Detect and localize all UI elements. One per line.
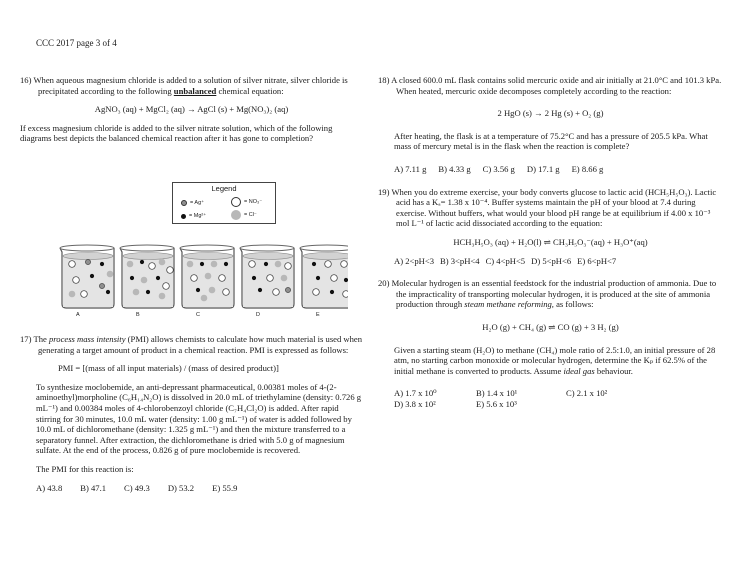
page-header: CCC 2017 page 3 of 4 [36, 38, 117, 48]
q18-option-b[interactable]: B) 4.33 g [438, 163, 471, 174]
beaker-b-rim [120, 245, 174, 251]
q20-option-d[interactable]: D) 3.8 x 10² [394, 398, 436, 409]
q20-option-b[interactable]: B) 1.4 x 10¹ [476, 388, 518, 399]
beaker-b-cl-ion-11 [159, 293, 166, 300]
beaker-c-no3-ion-4 [191, 275, 198, 282]
q18-question: After heating, the flask is at a temperature of 75.2°C and has a pressure of 205.5 kPa. What mass of mercury metal is in the flask when the reaction is complete? [394, 130, 708, 152]
beaker-c-mg-ion-3 [224, 262, 228, 266]
beaker-label-b: B [136, 312, 140, 318]
beaker-e-no3-ion-2 [341, 261, 348, 268]
beaker-b-surface [123, 253, 173, 260]
q17-block [20, 334, 363, 493]
beakers-svg [58, 234, 348, 320]
beaker-b-no3-ion-8 [163, 283, 170, 290]
q20-option-e[interactable]: E) 5.6 x 10³ [476, 398, 517, 409]
beaker-c-cl-ion-5 [205, 273, 212, 280]
q20-options [378, 388, 723, 409]
beaker-a-mg-ion-9 [106, 290, 110, 294]
beaker-c-mg-ion-7 [196, 288, 200, 292]
beaker-d-ag-ion-9 [285, 287, 290, 292]
q16-question: If excess magnesium chloride is added to the silver nitrate solution, which of the following diagrams best depicts the balanced chemical reaction after it has gone to completion? [20, 122, 333, 144]
beaker-a-no3-ion-7 [81, 291, 88, 298]
beaker-c-cl-ion-0 [187, 261, 194, 268]
q20-equation: H₂O (g) + CH₄ (g) ⇌ CO (g) + 3 H₂ (g) [482, 321, 619, 332]
beaker-a-rim [60, 245, 114, 251]
beaker-d-cl-ion-6 [281, 275, 288, 282]
beaker-a-cl-ion-3 [107, 271, 114, 278]
legend-ag: = Ag⁺ [181, 198, 204, 209]
beaker-c-cl-ion-10 [201, 295, 208, 302]
q17-formula: PMI = [(mass of all input materials) / (mass of desired product)] [58, 363, 279, 374]
ag-ion-icon [181, 200, 187, 206]
q18-text: 18) A closed 600.0 mL flask contains solid mercuric oxide and air initially at 21.0°C and 101.3 kPa. When heated, mercuric oxide decomposes completely according to the reaction: [378, 75, 722, 96]
beaker-e-no3-ion-1 [325, 261, 332, 268]
beaker-a-mg-ion-2 [100, 262, 104, 266]
legend-cl: = Cl⁻ [231, 210, 257, 221]
beaker-c-no3-ion-6 [219, 275, 226, 282]
q19-option-c[interactable]: C) 4<pH<5 [485, 255, 526, 266]
mg-ion-icon [181, 214, 186, 219]
q20-option-c[interactable]: C) 2.1 x 10² [566, 388, 608, 399]
q19-equation: HCH₃H₅O₃ (aq) + H₂O(l) ⇌ CH₃H₅O₃⁻(aq) + H₃O⁺(aq) [453, 236, 648, 247]
beaker-d-no3-ion-8 [273, 289, 280, 296]
beaker-c-cl-ion-2 [211, 261, 218, 268]
q20-text: 20) Molecular hydrogen is an essential feedstock for the industrial production of ammonia. Due to the impracticality of transporting molecular hydrogen, it is produced at the site of ammonia production through steam methane reforming, as follows: [378, 278, 717, 310]
beaker-label-e: E [316, 312, 320, 318]
beaker-b-cl-ion-3 [159, 259, 166, 266]
q16-intro: 16) When aqueous magnesium chloride is added to a solution of silver nitrate, silver chloride is precipitated according to the following unbalanced chemical equation: [20, 75, 348, 96]
q20-option-a[interactable]: A) 1.7 x 10⁰ [394, 388, 437, 399]
beaker-b-mg-ion-10 [146, 290, 150, 294]
beaker-d-mg-ion-1 [264, 262, 268, 266]
beaker-d-no3-ion-5 [267, 275, 274, 282]
q17-option-b[interactable]: B) 47.1 [80, 482, 107, 493]
q19-options [378, 256, 723, 267]
beaker-label-c: C [196, 312, 200, 318]
beaker-d-rim [240, 245, 294, 251]
left-column [20, 75, 363, 144]
q18-options [378, 164, 723, 175]
beaker-b-mg-ion-1 [140, 260, 144, 264]
right-column [378, 75, 723, 409]
beaker-e-rim [300, 245, 348, 251]
beaker-c-surface [183, 253, 233, 260]
beaker-b-no3-ion-4 [167, 267, 174, 274]
q19-text: 19) When you do extreme exercise, your body converts glucose to lactic acid (HCH₅H₅O₃). Lactic acid has a Kₐ= 1.38 x 10⁻⁴. Buffer systems maintain the pH of your blood at 7.4 during exercise. Without buffers, what would your blood pH range be at equilibrium if 4.00 x 10⁻³ mol L⁻¹ of lactic acid dissociated according to the equation: [378, 186, 717, 229]
q17-option-e[interactable]: E) 55.9 [212, 482, 238, 493]
beaker-b-cl-ion-0 [127, 261, 134, 268]
beaker-a-surface [63, 253, 113, 260]
beaker-e-surface [303, 253, 348, 260]
beaker-e-no3-ion-4 [331, 275, 338, 282]
beaker-a-ag-ion-1 [85, 259, 90, 264]
legend-mg: = Mg²⁺ [181, 211, 206, 222]
beaker-label-d: D [256, 312, 260, 318]
beaker-label-a: A [76, 312, 80, 318]
q17-option-d[interactable]: D) 53.2 [167, 482, 195, 493]
q19-option-e[interactable]: E) 6<pH<7 [577, 255, 617, 266]
beaker-b-cl-ion-6 [141, 277, 148, 284]
q19-option-b[interactable]: B) 3<pH<4 [440, 255, 480, 266]
beaker-b-no3-ion-2 [149, 263, 156, 270]
q17-intro: 17) The process mass intensity (PMI) allows chemists to calculate how much material is used when generating a target amount of product in a chemical reaction. PMI is expressed as follows: [20, 334, 363, 355]
beaker-diagrams [58, 234, 348, 320]
legend-box [172, 182, 276, 224]
q16-equation: AgNO₃ (aq) + MgCl₂ (aq) → AgCl (s) + Mg(NO₃)₂ (aq) [94, 104, 289, 115]
beaker-a-cl-ion-8 [69, 291, 76, 298]
beaker-d-no3-ion-3 [285, 263, 292, 270]
q17-option-a[interactable]: A) 43.8 [36, 482, 63, 493]
beaker-a-no3-ion-4 [73, 277, 80, 284]
q18-option-a[interactable]: A) 7.11 g [394, 163, 427, 174]
beaker-c-no3-ion-9 [223, 289, 230, 296]
q19-option-a[interactable]: A) 2<pH<3 [394, 255, 435, 266]
beaker-d-no3-ion-0 [249, 261, 256, 268]
q18-option-d[interactable]: D) 17.1 g [526, 163, 560, 174]
beaker-d-surface [243, 253, 293, 260]
beaker-e-no3-ion-8 [343, 291, 348, 298]
q17-option-c[interactable]: C) 49.3 [124, 482, 150, 493]
q18-option-c[interactable]: C) 3.56 g [482, 163, 515, 174]
q19-option-d[interactable]: D) 5<pH<6 [531, 255, 572, 266]
beaker-a-no3-ion-0 [69, 261, 76, 268]
beaker-b-cl-ion-9 [133, 289, 140, 296]
q20-question: Given a starting steam (H₂O) to methane (CH₄) mole ratio of 2.5:1.0, an initial pressure of 28 atm, no starting carbon monoxide or molecular hydrogen, determine the Kₚ if 62.5% of the initial methane is converted to products. Assume ideal gas behaviour. [394, 344, 716, 376]
cl-ion-icon [231, 210, 241, 220]
beaker-e-no3-ion-6 [313, 289, 320, 296]
beaker-e-mg-ion-3 [316, 276, 320, 280]
beaker-b-mg-ion-5 [130, 276, 134, 280]
no3-ion-icon [231, 197, 241, 207]
beaker-c-mg-ion-1 [200, 262, 204, 266]
beaker-a-mg-ion-5 [90, 274, 94, 278]
beaker-e-mg-ion-5 [344, 278, 348, 282]
beaker-c-rim [180, 245, 234, 251]
beaker-c-cl-ion-8 [209, 287, 216, 294]
beaker-d-mg-ion-7 [258, 288, 262, 292]
q17-prompt: The PMI for this reaction is: [36, 463, 134, 474]
beaker-a-ag-ion-6 [99, 283, 104, 288]
q18-equation: 2 HgO (s) → 2 Hg (s) + O₂ (g) [497, 108, 604, 119]
beaker-d-cl-ion-2 [275, 261, 282, 268]
beaker-b-mg-ion-7 [156, 276, 160, 280]
beaker-e-mg-ion-0 [312, 262, 316, 266]
q17-options [20, 483, 363, 494]
legend-title: Legend [211, 184, 237, 193]
q17-body: To synthesize moclobemide, an anti-depressant pharmaceutical, 0.00381 moles of 4-(2-aminoethyl)morpholine (C₆H₁₄N₂O) is dissolved in 20.0 mL of triethylamine (density: 0.726 g mL⁻¹) and 0.00384 moles of 4-chlorobenzoyl chloride (C₇H₄Cl₂O) is added. After rapid stirring for 30 minutes, 10.0 mL water (density: 1.00 g mL⁻¹) of water is added followed by 10.0 mL of dichloromethane (density: 1.325 g mL⁻¹) and then the mixture transferred to a separatory funnel. After extraction, the dichloromethane is dried with 5.0 g of magnesium sulfate. At the end of the process, 0.826 g of pure moclobemide is recovered. [36, 381, 362, 456]
beaker-d-mg-ion-4 [252, 276, 256, 280]
legend-no3: = NO₃⁻ [231, 197, 262, 208]
beaker-e-mg-ion-7 [330, 290, 334, 294]
q18-option-e[interactable]: E) 8.66 g [571, 163, 604, 174]
